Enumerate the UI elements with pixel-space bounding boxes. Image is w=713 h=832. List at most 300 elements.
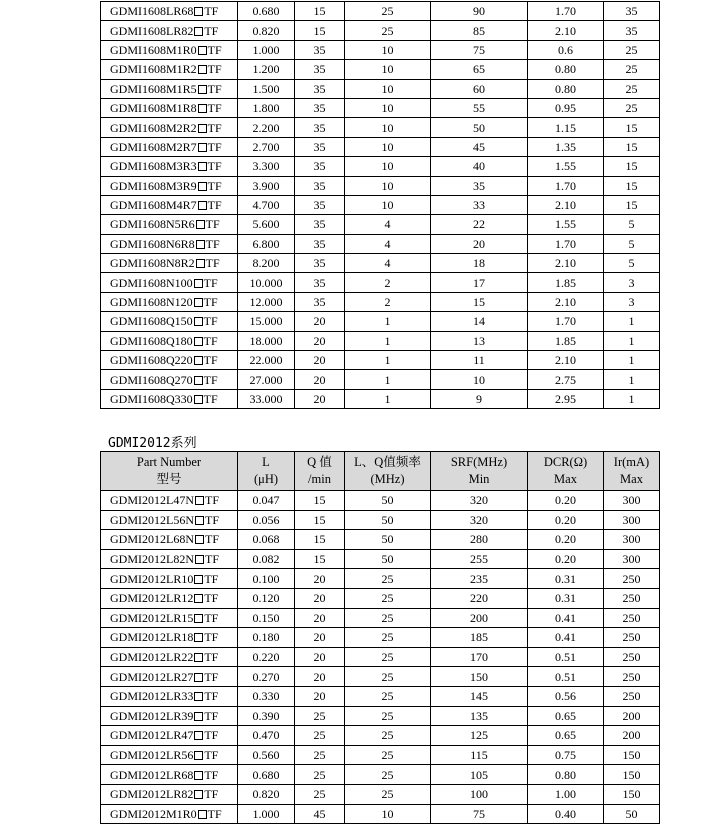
part-number-suffix: TF	[204, 708, 219, 723]
cell-rated-current: 1	[604, 351, 660, 370]
cell-part-number	[101, 234, 238, 253]
cell-rated-current: 35	[604, 2, 660, 21]
placeholder-box-icon	[198, 201, 207, 210]
placeholder-box-icon	[198, 85, 207, 94]
placeholder-box-icon	[194, 27, 203, 36]
cell-q-value: 35	[295, 157, 345, 176]
table-row	[101, 60, 660, 79]
table-row	[101, 667, 660, 687]
cell-rated-current: 15	[604, 137, 660, 156]
cell-rated-current: 300	[604, 549, 660, 569]
cell-test-frequency: 25	[345, 21, 431, 40]
part-number-prefix: GDMI2012L82N	[110, 552, 194, 567]
placeholder-box-icon	[198, 65, 207, 74]
cell-part-number	[101, 389, 238, 408]
cell-dcr: 0.6	[528, 40, 604, 59]
placeholder-box-icon	[194, 731, 203, 740]
cell-q-value: 20	[295, 686, 345, 706]
cell-inductance: 0.100	[238, 569, 295, 589]
cell-part-number	[101, 351, 238, 370]
part-number-suffix: TF	[207, 42, 222, 57]
part-number-prefix: GDMI2012M1R0	[110, 806, 197, 821]
cell-srf: 105	[431, 765, 528, 785]
cell-part-number	[101, 569, 238, 589]
table-row	[101, 2, 660, 21]
part-number-prefix: GDMI2012LR12	[110, 591, 194, 606]
cell-test-frequency: 25	[345, 784, 431, 804]
cell-rated-current: 15	[604, 195, 660, 214]
part-number-suffix: TF	[207, 806, 222, 821]
cell-dcr: 0.56	[528, 686, 604, 706]
cell-part-number	[101, 331, 238, 350]
cell-dcr: 0.41	[528, 628, 604, 648]
cell-rated-current: 25	[604, 98, 660, 117]
cell-part-number	[101, 765, 238, 785]
cell-q-value: 35	[295, 118, 345, 137]
placeholder-box-icon	[198, 810, 207, 819]
cell-q-value: 15	[295, 510, 345, 530]
part-number-prefix: GDMI1608N5R6	[110, 217, 195, 232]
cell-dcr: 1.85	[528, 331, 604, 350]
cell-rated-current: 150	[604, 745, 660, 765]
cell-srf: 50	[431, 118, 528, 137]
part-number-prefix: GDMI2012LR68	[110, 767, 194, 782]
cell-rated-current: 15	[604, 157, 660, 176]
cell-inductance: 2.200	[238, 118, 295, 137]
placeholder-box-icon	[198, 46, 207, 55]
cell-rated-current: 50	[604, 804, 660, 824]
cell-part-number	[101, 804, 238, 824]
table-row	[101, 628, 660, 648]
cell-dcr: 1.55	[528, 215, 604, 234]
series-title: GDMI2012系列	[108, 436, 197, 451]
part-number-suffix: TF	[204, 630, 219, 645]
cell-part-number	[101, 745, 238, 765]
cell-rated-current: 5	[604, 254, 660, 273]
part-number-suffix: TF	[203, 314, 218, 329]
cell-inductance: 4.700	[238, 195, 295, 214]
cell-q-value: 35	[295, 215, 345, 234]
gdmi1608-spec-table	[100, 1, 660, 409]
part-number-prefix: GDMI1608Q180	[110, 333, 193, 348]
cell-inductance: 0.330	[238, 686, 295, 706]
part-number-suffix: TF	[207, 198, 222, 213]
table-row	[101, 292, 660, 311]
placeholder-box-icon	[194, 692, 203, 701]
part-number-prefix: GDMI1608M2R7	[110, 139, 197, 154]
table-row	[101, 588, 660, 608]
cell-part-number	[101, 157, 238, 176]
cell-test-frequency: 25	[345, 667, 431, 687]
cell-rated-current: 250	[604, 588, 660, 608]
cell-srf: 200	[431, 608, 528, 628]
cell-dcr: 0.20	[528, 530, 604, 550]
cell-inductance: 12.000	[238, 292, 295, 311]
cell-inductance: 18.000	[238, 331, 295, 350]
part-number-suffix: TF	[204, 571, 219, 586]
cell-part-number	[101, 176, 238, 195]
placeholder-box-icon	[194, 673, 203, 682]
cell-part-number	[101, 628, 238, 648]
cell-rated-current: 150	[604, 765, 660, 785]
gdmi1608-table-body	[101, 2, 660, 409]
cell-dcr: 2.95	[528, 389, 604, 408]
cell-dcr: 2.10	[528, 195, 604, 214]
cell-dcr: 0.40	[528, 804, 604, 824]
cell-inductance: 0.220	[238, 647, 295, 667]
placeholder-box-icon	[194, 279, 203, 288]
cell-inductance: 0.820	[238, 21, 295, 40]
cell-q-value: 15	[295, 21, 345, 40]
table-row	[101, 98, 660, 117]
cell-dcr: 0.95	[528, 98, 604, 117]
cell-rated-current: 3	[604, 273, 660, 292]
part-number-suffix: TF	[204, 728, 219, 743]
cell-test-frequency: 1	[345, 312, 431, 331]
cell-test-frequency: 25	[345, 588, 431, 608]
part-number-prefix: GDMI1608Q220	[110, 353, 193, 368]
cell-dcr: 0.31	[528, 588, 604, 608]
part-number-prefix: GDMI2012LR15	[110, 610, 194, 625]
cell-srf: 40	[431, 157, 528, 176]
table-row	[101, 784, 660, 804]
cell-dcr: 0.51	[528, 667, 604, 687]
cell-srf: 13	[431, 331, 528, 350]
cell-test-frequency: 1	[345, 389, 431, 408]
cell-srf: 185	[431, 628, 528, 648]
part-number-prefix: GDMI2012LR47	[110, 728, 194, 743]
cell-inductance: 27.000	[238, 370, 295, 389]
cell-inductance: 0.120	[238, 588, 295, 608]
table-row	[101, 726, 660, 746]
placeholder-box-icon	[194, 790, 203, 799]
cell-part-number	[101, 312, 238, 331]
header-row	[101, 452, 660, 491]
cell-srf: 320	[431, 491, 528, 511]
header-rated-current: Ir(mA) Max	[604, 452, 660, 491]
cell-q-value: 35	[295, 176, 345, 195]
cell-rated-current: 5	[604, 234, 660, 253]
cell-inductance: 3.900	[238, 176, 295, 195]
placeholder-box-icon	[198, 143, 207, 152]
cell-srf: 135	[431, 706, 528, 726]
table-row	[101, 157, 660, 176]
cell-srf: 55	[431, 98, 528, 117]
placeholder-box-icon	[194, 395, 203, 404]
cell-part-number	[101, 2, 238, 21]
cell-test-frequency: 10	[345, 40, 431, 59]
cell-q-value: 20	[295, 331, 345, 350]
placeholder-box-icon	[194, 771, 203, 780]
cell-dcr: 1.70	[528, 312, 604, 331]
part-number-suffix: TF	[204, 650, 219, 665]
part-number-prefix: GDMI2012LR39	[110, 708, 194, 723]
cell-srf: 15	[431, 292, 528, 311]
cell-inductance: 1.000	[238, 804, 295, 824]
table-row	[101, 176, 660, 195]
cell-q-value: 35	[295, 292, 345, 311]
cell-dcr: 0.41	[528, 608, 604, 628]
table-row	[101, 706, 660, 726]
cell-part-number	[101, 549, 238, 569]
cell-rated-current: 250	[604, 647, 660, 667]
cell-rated-current: 15	[604, 118, 660, 137]
placeholder-box-icon	[195, 535, 204, 544]
cell-srf: 115	[431, 745, 528, 765]
placeholder-box-icon	[195, 555, 204, 564]
cell-q-value: 20	[295, 647, 345, 667]
cell-rated-current: 250	[604, 569, 660, 589]
cell-inductance: 0.390	[238, 706, 295, 726]
placeholder-box-icon	[196, 220, 205, 229]
part-number-suffix: TF	[207, 159, 222, 174]
placeholder-box-icon	[194, 317, 203, 326]
cell-dcr: 2.10	[528, 351, 604, 370]
cell-part-number	[101, 21, 238, 40]
table-row	[101, 195, 660, 214]
table-row	[101, 370, 660, 389]
cell-srf: 85	[431, 21, 528, 40]
cell-q-value: 25	[295, 726, 345, 746]
cell-inductance: 22.000	[238, 351, 295, 370]
cell-dcr: 0.80	[528, 79, 604, 98]
cell-rated-current: 25	[604, 60, 660, 79]
part-number-suffix: TF	[204, 689, 219, 704]
table-row	[101, 647, 660, 667]
table-row	[101, 389, 660, 408]
cell-srf: 125	[431, 726, 528, 746]
cell-q-value: 35	[295, 234, 345, 253]
cell-part-number	[101, 491, 238, 511]
cell-test-frequency: 50	[345, 549, 431, 569]
cell-rated-current: 200	[604, 706, 660, 726]
cell-test-frequency: 50	[345, 510, 431, 530]
table-row	[101, 118, 660, 137]
cell-dcr: 0.51	[528, 647, 604, 667]
table-row	[101, 40, 660, 59]
cell-rated-current: 250	[604, 686, 660, 706]
cell-dcr: 0.20	[528, 510, 604, 530]
cell-q-value: 20	[295, 351, 345, 370]
placeholder-box-icon	[194, 594, 203, 603]
cell-dcr: 0.65	[528, 726, 604, 746]
cell-test-frequency: 10	[345, 195, 431, 214]
part-number-prefix: GDMI1608N8R2	[110, 256, 195, 271]
cell-q-value: 25	[295, 765, 345, 785]
cell-q-value: 35	[295, 40, 345, 59]
table-row	[101, 254, 660, 273]
cell-q-value: 20	[295, 312, 345, 331]
part-number-suffix: TF	[203, 295, 218, 310]
cell-inductance: 0.270	[238, 667, 295, 687]
cell-test-frequency: 25	[345, 569, 431, 589]
cell-q-value: 20	[295, 628, 345, 648]
cell-q-value: 35	[295, 273, 345, 292]
part-number-prefix: GDMI1608M1R2	[110, 62, 197, 77]
cell-srf: 90	[431, 2, 528, 21]
cell-srf: 320	[431, 510, 528, 530]
part-number-prefix: GDMI2012LR10	[110, 571, 194, 586]
cell-rated-current: 300	[604, 530, 660, 550]
cell-test-frequency: 4	[345, 234, 431, 253]
cell-test-frequency: 10	[345, 137, 431, 156]
part-number-prefix: GDMI1608M3R9	[110, 178, 197, 193]
cell-inductance: 0.560	[238, 745, 295, 765]
part-number-suffix: TF	[204, 767, 219, 782]
cell-rated-current: 150	[604, 784, 660, 804]
part-number-suffix: TF	[203, 392, 218, 406]
cell-test-frequency: 4	[345, 254, 431, 273]
cell-inductance: 0.047	[238, 491, 295, 511]
cell-srf: 170	[431, 647, 528, 667]
cell-dcr: 2.75	[528, 370, 604, 389]
cell-part-number	[101, 215, 238, 234]
part-number-suffix: TF	[207, 81, 222, 96]
header-inductance: L (μH)	[238, 452, 295, 491]
table-row	[101, 79, 660, 98]
part-number-prefix: GDMI1608Q270	[110, 372, 193, 387]
header-test-frequency: L、Q值频率 (MHz)	[345, 452, 431, 491]
cell-inductance: 0.470	[238, 726, 295, 746]
cell-srf: 235	[431, 569, 528, 589]
table-row	[101, 273, 660, 292]
cell-test-frequency: 10	[345, 60, 431, 79]
part-number-prefix: GDMI1608M2R2	[110, 120, 197, 135]
cell-inductance: 6.800	[238, 234, 295, 253]
cell-dcr: 0.31	[528, 569, 604, 589]
cell-test-frequency: 25	[345, 686, 431, 706]
cell-rated-current: 25	[604, 79, 660, 98]
cell-srf: 11	[431, 351, 528, 370]
cell-test-frequency: 2	[345, 292, 431, 311]
table-row	[101, 745, 660, 765]
cell-part-number	[101, 686, 238, 706]
cell-srf: 22	[431, 215, 528, 234]
gdmi2012-table-header	[101, 452, 660, 491]
cell-part-number	[101, 530, 238, 550]
cell-part-number	[101, 195, 238, 214]
cell-test-frequency: 10	[345, 176, 431, 195]
cell-test-frequency: 10	[345, 79, 431, 98]
part-number-suffix: TF	[207, 62, 222, 77]
table-row	[101, 510, 660, 530]
cell-q-value: 15	[295, 530, 345, 550]
cell-inductance: 0.068	[238, 530, 295, 550]
cell-inductance: 10.000	[238, 273, 295, 292]
cell-q-value: 35	[295, 137, 345, 156]
placeholder-box-icon	[196, 240, 205, 249]
cell-dcr: 0.80	[528, 765, 604, 785]
cell-part-number	[101, 647, 238, 667]
cell-srf: 10	[431, 370, 528, 389]
cell-test-frequency: 10	[345, 804, 431, 824]
cell-inductance: 0.056	[238, 510, 295, 530]
part-number-prefix: GDMI2012LR22	[110, 650, 194, 665]
cell-srf: 100	[431, 784, 528, 804]
cell-dcr: 1.70	[528, 234, 604, 253]
part-number-prefix: GDMI2012L56N	[110, 512, 194, 527]
cell-part-number	[101, 784, 238, 804]
cell-part-number	[101, 118, 238, 137]
cell-srf: 35	[431, 176, 528, 195]
cell-dcr: 0.65	[528, 706, 604, 726]
cell-q-value: 35	[295, 254, 345, 273]
cell-q-value: 15	[295, 2, 345, 21]
part-number-suffix: TF	[205, 552, 220, 567]
part-number-prefix: GDMI1608M1R8	[110, 101, 197, 116]
cell-test-frequency: 25	[345, 726, 431, 746]
table-row	[101, 234, 660, 253]
table-row	[101, 530, 660, 550]
table-row	[101, 21, 660, 40]
cell-srf: 255	[431, 549, 528, 569]
part-number-prefix: GDMI1608LR82	[110, 23, 194, 38]
placeholder-box-icon	[194, 653, 203, 662]
cell-q-value: 15	[295, 549, 345, 569]
part-number-suffix: TF	[207, 178, 222, 193]
cell-srf: 280	[431, 530, 528, 550]
cell-inductance: 0.082	[238, 549, 295, 569]
part-number-suffix: TF	[204, 591, 219, 606]
placeholder-box-icon	[194, 7, 203, 16]
cell-srf: 150	[431, 667, 528, 687]
part-number-prefix: GDMI1608M1R0	[110, 42, 197, 57]
cell-q-value: 20	[295, 667, 345, 687]
cell-test-frequency: 25	[345, 2, 431, 21]
part-number-suffix: TF	[205, 493, 220, 508]
cell-q-value: 20	[295, 370, 345, 389]
cell-part-number	[101, 40, 238, 59]
cell-q-value: 25	[295, 745, 345, 765]
table-row	[101, 569, 660, 589]
cell-inductance: 1.800	[238, 98, 295, 117]
part-number-suffix: TF	[203, 333, 218, 348]
part-number-suffix: TF	[204, 4, 219, 19]
cell-inductance: 15.000	[238, 312, 295, 331]
placeholder-box-icon	[194, 614, 203, 623]
cell-test-frequency: 4	[345, 215, 431, 234]
cell-srf: 14	[431, 312, 528, 331]
cell-test-frequency: 50	[345, 491, 431, 511]
part-number-prefix: GDMI1608M4R7	[110, 198, 197, 213]
cell-inductance: 0.680	[238, 765, 295, 785]
cell-rated-current: 200	[604, 726, 660, 746]
gdmi2012-spec-table	[100, 451, 660, 824]
cell-test-frequency: 1	[345, 370, 431, 389]
part-number-suffix: TF	[204, 787, 219, 802]
cell-srf: 17	[431, 273, 528, 292]
part-number-prefix: GDMI2012LR18	[110, 630, 194, 645]
cell-rated-current: 1	[604, 312, 660, 331]
cell-inductance: 2.700	[238, 137, 295, 156]
cell-rated-current: 25	[604, 40, 660, 59]
placeholder-box-icon	[194, 712, 203, 721]
part-number-suffix: TF	[205, 236, 220, 251]
part-number-prefix: GDMI1608N120	[110, 295, 193, 310]
cell-q-value: 35	[295, 98, 345, 117]
table-row	[101, 765, 660, 785]
cell-part-number	[101, 588, 238, 608]
part-number-suffix: TF	[205, 532, 220, 547]
cell-rated-current: 250	[604, 608, 660, 628]
cell-rated-current: 1	[604, 370, 660, 389]
cell-test-frequency: 10	[345, 98, 431, 117]
cell-dcr: 1.00	[528, 784, 604, 804]
part-number-suffix: TF	[204, 610, 219, 625]
cell-dcr: 0.20	[528, 549, 604, 569]
cell-part-number	[101, 292, 238, 311]
cell-test-frequency: 25	[345, 706, 431, 726]
